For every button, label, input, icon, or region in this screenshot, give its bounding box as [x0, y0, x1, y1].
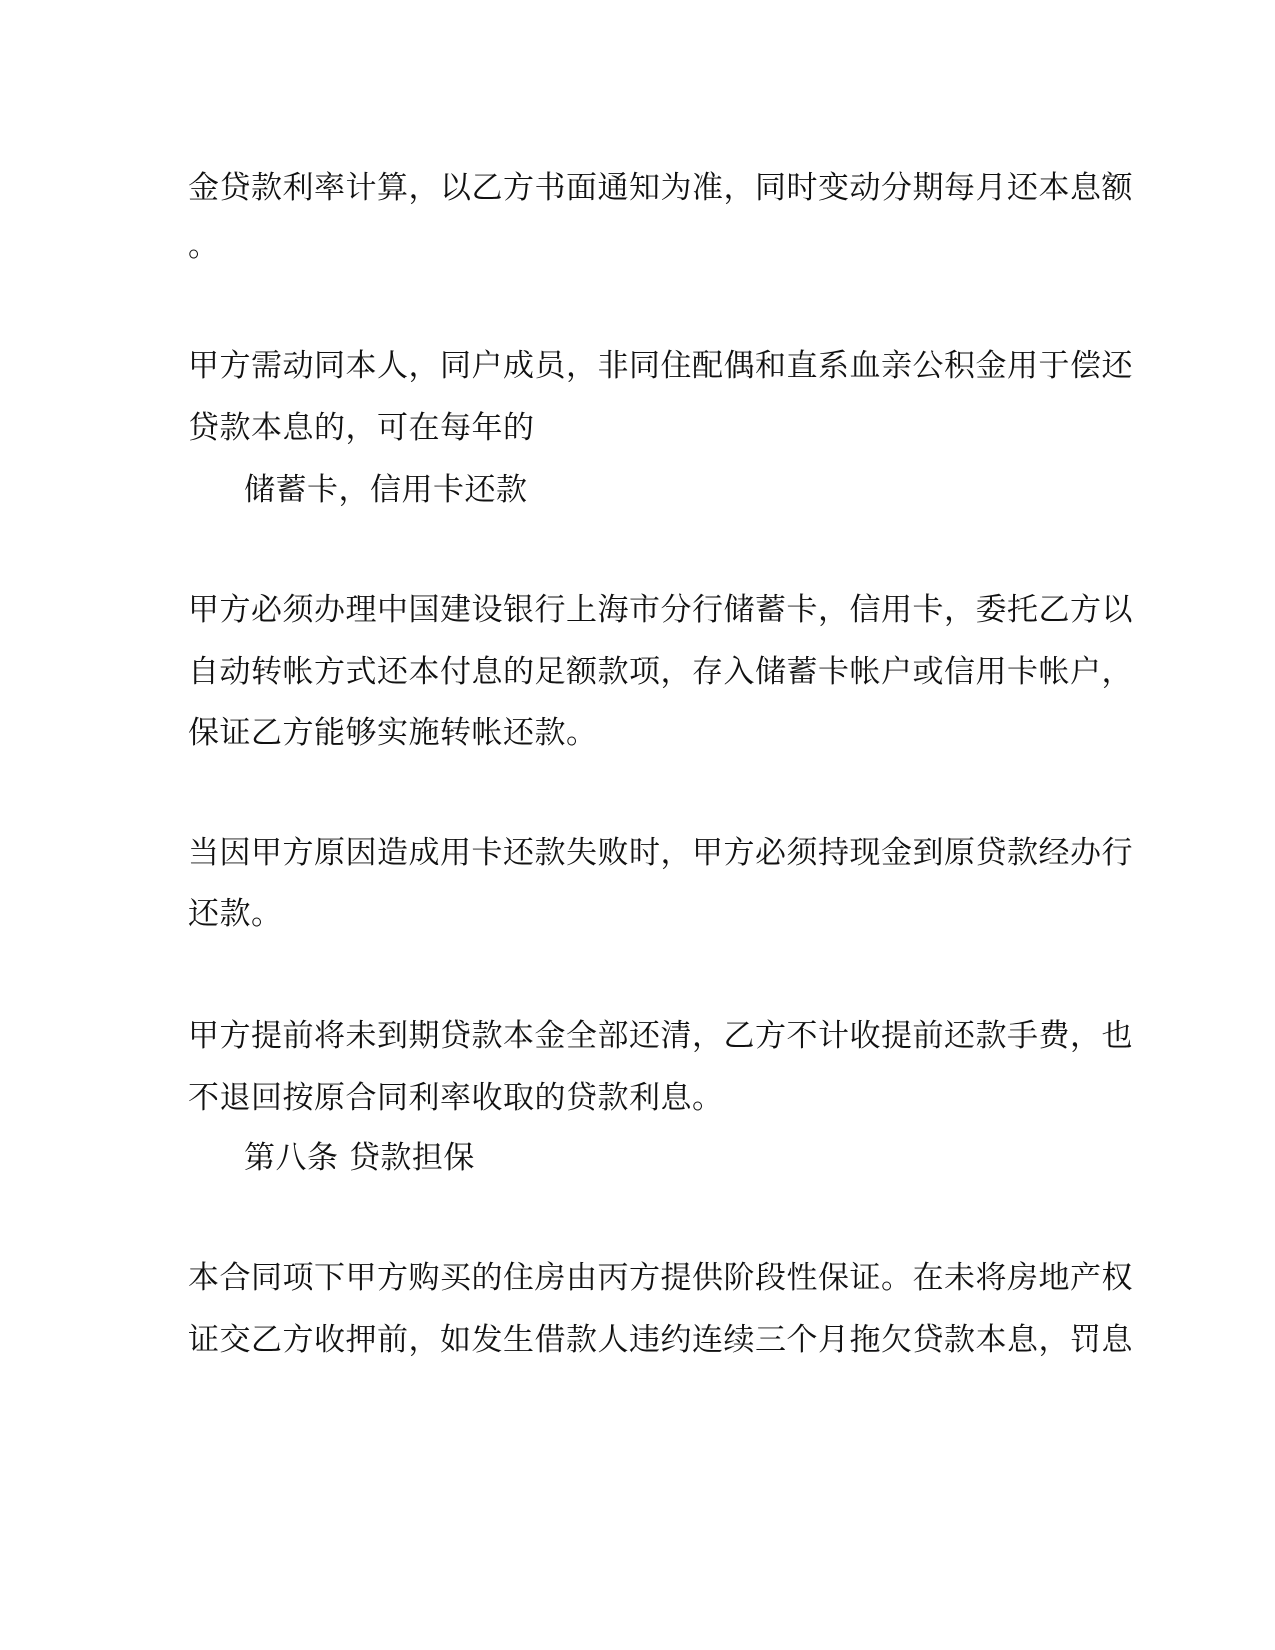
- text-line: 当因甲方原因造成用卡还款失败时，甲方必须持现金到原贷款经办行: [188, 835, 1133, 871]
- text-line: 本合同项下甲方购买的住房由丙方提供阶段性保证。在未将房地产权: [188, 1260, 1133, 1296]
- text-line: 贷款本息的，可在每年的: [188, 410, 535, 446]
- section-subheading: 储蓄卡，信用卡还款: [244, 472, 528, 508]
- text-line: 金贷款利率计算，以乙方书面通知为准，同时变动分期每月还本息额: [188, 170, 1133, 206]
- text-line: 。: [188, 228, 220, 264]
- text-line: 自动转帐方式还本付息的足额款项，存入储蓄卡帐户或信用卡帐户，: [188, 654, 1133, 690]
- text-line: 甲方需动同本人，同户成员，非同住配偶和直系血亲公积金用于偿还: [188, 348, 1133, 384]
- text-line: 甲方提前将未到期贷款本金全部还清，乙方不计收提前还款手费，也: [188, 1018, 1133, 1054]
- text-line: 甲方必须办理中国建设银行上海市分行储蓄卡，信用卡，委托乙方以: [188, 592, 1133, 628]
- text-line: 保证乙方能够实施转帐还款。: [188, 715, 598, 751]
- article-heading: 第八条 贷款担保: [244, 1140, 475, 1176]
- text-line: 还款。: [188, 896, 283, 932]
- text-line: 不退回按原合同利率收取的贷款利息。: [188, 1080, 724, 1116]
- text-line: 证交乙方收押前，如发生借款人违约连续三个月拖欠贷款本息，罚息: [188, 1322, 1133, 1358]
